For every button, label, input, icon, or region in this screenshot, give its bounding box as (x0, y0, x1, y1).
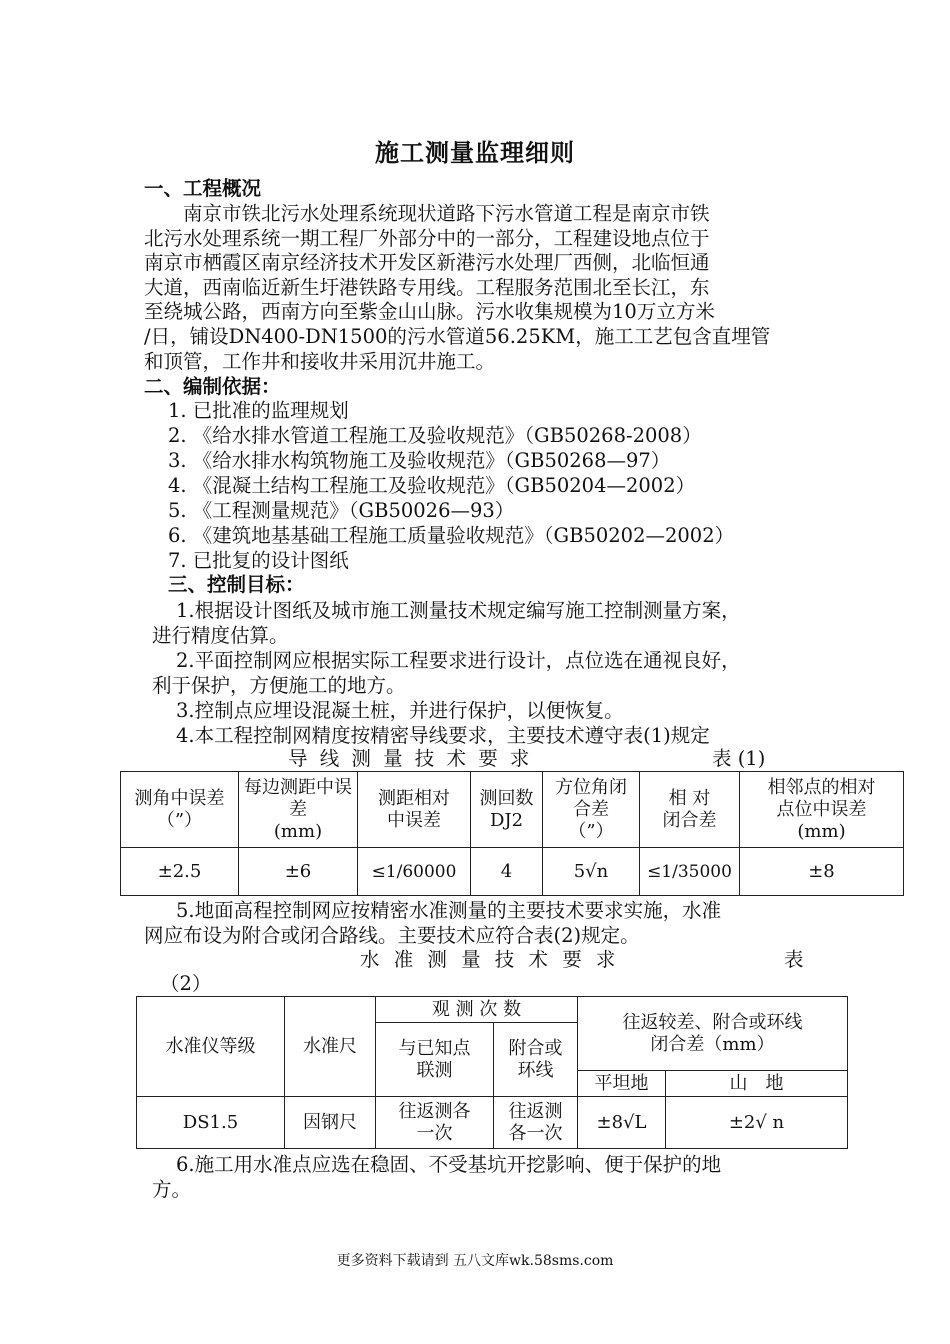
basis-item: 2. 《给水排水管道工程施工及验收规范》（GB50268-2008） (168, 424, 702, 447)
table2-cell: 往返测 各一次 (494, 1097, 578, 1149)
page-title: 施工测量监理细则 (375, 139, 575, 167)
section-heading-overview: 一、工程概况 (144, 177, 262, 200)
table1-header: 每边测距中误 差 (mm) (239, 772, 358, 848)
table1-cell: ≤1/35000 (640, 848, 740, 896)
overview-line: /日，铺设DN400-DN1500的污水管道56.25KM，施工工艺包含直埋管 (144, 324, 771, 348)
table2-cell: 因钢尺 (285, 1097, 376, 1149)
basis-item: 4. 《混凝土结构工程施工及验收规范》（GB50204—2002） (168, 474, 696, 497)
overview-line: 北污水处理系统一期工程厂外部分中的一部分，工程建设地点位于 (144, 226, 710, 250)
table1-cell: ±8 (740, 848, 904, 896)
table2-header-level: 水准仪等级 (137, 997, 285, 1097)
table2-header-mount: 山 地 (666, 1071, 848, 1097)
target-item-4: 4.本工程控制网精度按精密导线要求，主要技术遵守表(1)规定 (176, 724, 710, 747)
target-item-6: 6.施工用水准点应选在稳固、不受基坑开挖影响、便于保护的地 (176, 1153, 722, 1176)
target-item-3: 3.控制点应埋设混凝土桩，并进行保护，以便恢复。 (176, 699, 624, 722)
basis-item: 7. 已批复的设计图纸 (168, 549, 349, 572)
table1-header: 测距相对 中误差 (358, 772, 471, 848)
table1-cell: ±6 (239, 848, 358, 896)
target-item-5-cont: 网应布设为附合或闭合路线。主要技术应符合表(2)规定。 (144, 924, 640, 947)
target-item-5: 5.地面高程控制网应按精密水准测量的主要技术要求实施，水准 (176, 899, 722, 922)
table2-caption: 水 准 测 量 技 术 要 求 (360, 948, 620, 971)
traverse-survey-table (120, 771, 904, 896)
table2-header-rod: 水准尺 (285, 997, 376, 1097)
basis-item: 3. 《给水排水构筑物施工及验收规范》（GB50268—97） (168, 449, 671, 472)
leveling-survey-table (136, 996, 848, 1149)
section-heading-targets: 三、控制目标： (168, 573, 305, 596)
target-item-1-cont: 进行精度估算。 (152, 624, 289, 647)
table2-header-known: 与已知点 联测 (376, 1023, 494, 1097)
table1-header: 测回数 DJ2 (471, 772, 543, 848)
table2-header-diff: 往返较差、附合或环线 闭合差（mm） (578, 997, 848, 1071)
overview-paragraph (144, 202, 824, 374)
footer-link-text: 更多资料下载请到 五八文库wk.58sms.com (336, 1253, 614, 1269)
table2-header-flat: 平坦地 (578, 1071, 666, 1097)
overview-line: 至绕城公路，西南方向至紫金山山脉。污水收集规模为10万立方米 (144, 300, 715, 324)
basis-item: 6. 《建筑地基基础工程施工质量验收规范》（GB50202—2002） (168, 524, 735, 547)
table1-cell: ±2.5 (121, 848, 239, 896)
basis-item: 5. 《工程测量规范》（GB50026—93） (168, 499, 515, 522)
section-heading-basis: 二、编制依据： (144, 375, 281, 398)
table2-cell: ±2√ n (666, 1097, 848, 1149)
table1-cell: 5√n (543, 848, 640, 896)
table1-header: 相邻点的相对 点位中误差 (mm) (740, 772, 904, 848)
table2-header-obs: 观 测 次 数 (376, 997, 578, 1023)
table1-cell: 4 (471, 848, 543, 896)
target-item-6-cont: 方。 (152, 1178, 192, 1201)
overview-line: 大道，西南临近新生圩港铁路专用线。工程服务范围北至长江，东 (144, 275, 710, 299)
basis-item: 1. 已批准的监理规划 (168, 399, 349, 422)
target-item-2-cont: 利于保护，方便施工的地方。 (152, 674, 406, 697)
table1-header: 方位角闭 合差 （”） (543, 772, 640, 848)
table2-header-loop: 附合或 环线 (494, 1023, 578, 1097)
target-item-1: 1.根据设计图纸及城市施工测量技术规定编写施工控制测量方案， (176, 599, 741, 622)
table1-header: 测角中误差 （”） (121, 772, 239, 848)
overview-line: 南京市栖霞区南京经济技术开发区新港污水处理厂西侧，北临恒通 (144, 251, 710, 275)
table2-number: 表 (784, 948, 804, 971)
table2-number-cont: （2） (160, 972, 212, 995)
table1-header: 相 对 闭合差 (640, 772, 740, 848)
table2-cell: DS1.5 (137, 1097, 285, 1149)
table2-cell: ±8√L (578, 1097, 666, 1149)
overview-line: 和顶管，工作井和接收井采用沉井施工。 (144, 349, 496, 373)
table2-cell: 往返测各 一次 (376, 1097, 494, 1149)
overview-line: 南京市铁北污水处理系统现状道路下污水管道工程是南京市铁 (144, 202, 710, 225)
table1-cell: ≤1/60000 (358, 848, 471, 896)
table1-number: 表 (1) (712, 747, 766, 770)
target-item-2: 2.平面控制网应根据实际工程要求进行设计，点位选在通视良好， (176, 649, 741, 672)
table1-caption: 导 线 测 量 技 术 要 求 (288, 747, 533, 770)
